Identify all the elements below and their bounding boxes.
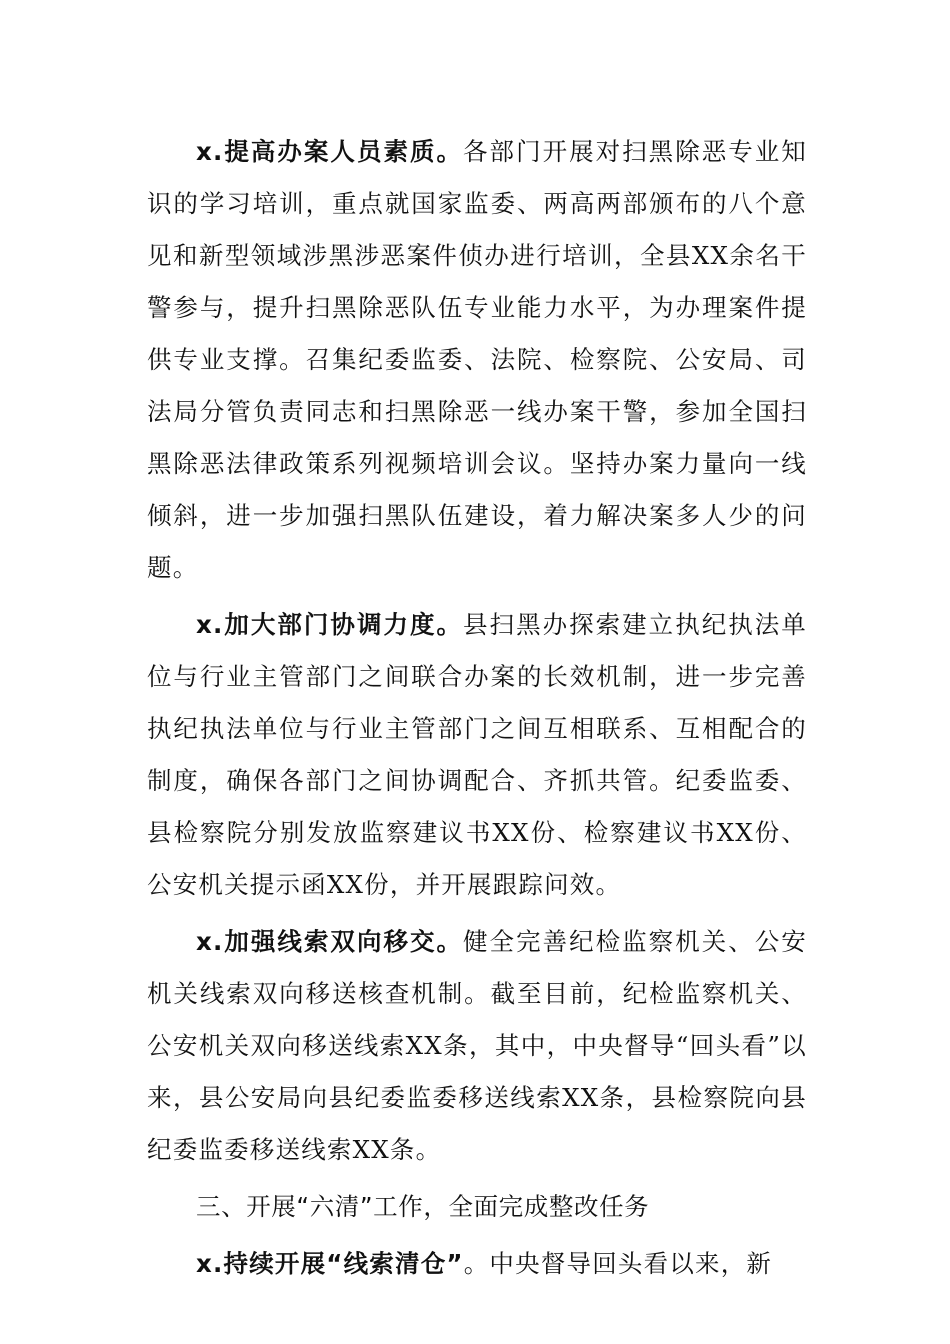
paragraph-clue-transfer	[147, 916, 807, 1176]
paragraph-lead: x.加大部门协调力度。	[196, 610, 464, 639]
paragraph-text: 县扫黑办探索建立执纪执法单位与行业主管部门之间联合办案的长效机制，进一步完善执纪执法单位与行业主管部门之间互相联系、互相配合的制度，确保各部门之间协调配合、齐抓共管。纪委监委、县检察院分别发放监察建议书XX份、检察建议书XX份、公安机关提示函XX份，并开展跟踪问效。	[147, 610, 807, 899]
paragraph-lead: x.加强线索双向移交。	[196, 927, 464, 956]
paragraph-lead: x.提高办案人员素质。	[196, 137, 464, 166]
paragraph-clue-clearance	[147, 1238, 807, 1290]
paragraph-training	[147, 126, 807, 594]
section-heading: 三、开展“六清”工作，全面完成整改任务	[196, 1192, 650, 1221]
paragraph-coordination	[147, 599, 807, 911]
paragraph-text: 健全完善纪检监察机关、公安机关线索双向移送核查机制。截至目前，纪检监察机关、公安机关双向移送线索XX条，其中，中央督导“回头看”以来，县公安局向县纪委监委移送线索XX条，县检察院向县纪委监委移送线索XX条。	[147, 927, 807, 1164]
document-body	[147, 126, 807, 1295]
paragraph-text: 。中央督导回头看以来，新	[463, 1249, 773, 1278]
paragraph-text: 各部门开展对扫黑除恶专业知识的学习培训，重点就国家监委、两高两部颁布的八个意见和新型领域涉黑涉恶案件侦办进行培训，全县XX余名干警参与，提升扫黑除恶队伍专业能力水平，为办理案件提供专业支撑。召集纪委监委、法院、检察院、公安局、司法局分管负责同志和扫黑除恶一线办案干警，参加全国扫黑除恶法律政策系列视频培训会议。坚持办案力量向一线倾斜，进一步加强扫黑队伍建设，着力解决案多人少的问题。	[147, 137, 807, 582]
paragraph-lead: x.持续开展“线索清仓”	[196, 1249, 464, 1278]
